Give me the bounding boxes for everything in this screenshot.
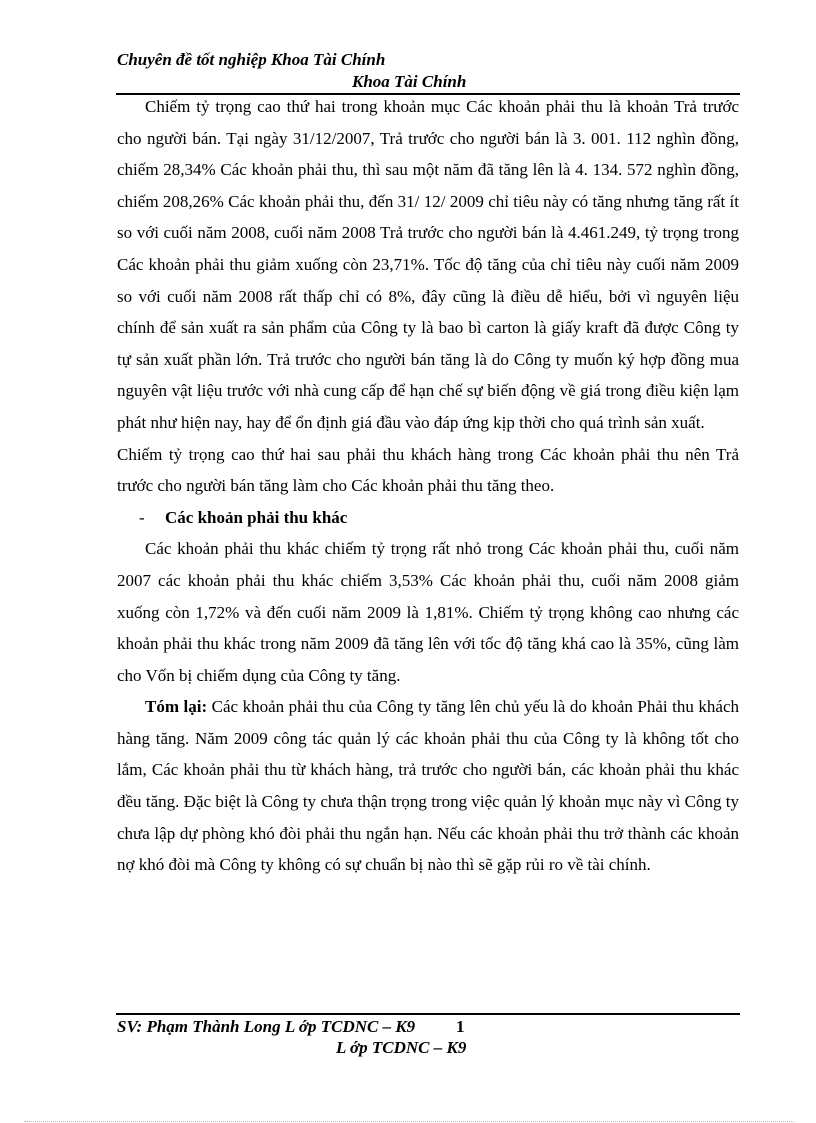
paragraph [117, 691, 739, 881]
section-heading-text: Các khoản phải thu khác [165, 507, 348, 527]
document-body [117, 91, 739, 881]
paragraph: Chiếm tỷ trọng cao thứ hai trong khoản mục Các khoản phải thu là khoản Trả trước cho người bán. Tại ngày 31/12/2007, Trả trước cho người bán là 3. 001. 112 nghìn đồng, chiếm 28,34% Các khoản phải thu, thì sau một năm đã tăng lên là 4. 134. 572 nghìn đồng, chiếm 208,26% Các khoản phải thu, đến 31/ 12/ 2009 chỉ tiêu này có tăng nhưng tăng rất ít so với cuối năm 2008, cuối năm 2008 Trả trước cho người bán là 4.461.249, tỷ trọng trong Các khoản phải thu giảm xuống còn 23,71%. Tốc độ tăng của chỉ tiêu này cuối năm 2009 so với cuối năm 2008 rất thấp chỉ có 8%, đây cũng là điều dễ hiểu, bởi vì nguyên liệu chính để sản xuất ra sản phẩm của Công ty là bao bì carton là giấy kraft đã được Công ty tự sản xuất phần lớn. Trả trước cho người bán tăng là do Công ty muốn ký hợp đồng mua nguyên vật liệu trước với nhà cung cấp để hạn chế sự biến động về giá trong điều kiện lạm phát như hiện nay, hay để ổn định giá đầu vào đáp ứng kịp thời cho quá trình sản xuất. [117, 97, 739, 432]
footer-rule [116, 1013, 740, 1015]
page-footer-line2: L ớp TCDNC – K9 [336, 1038, 467, 1057]
page-footer-line1: SV: Phạm Thành Long L ớp TCDNC – K9 [117, 1017, 416, 1036]
paragraph: Các khoản phải thu khác chiếm tỷ trọng rất nhỏ trong Các khoản phải thu, cuối năm 2007 các khoản phải thu khác chiếm 3,53% Các khoản phải thu, cuối năm 2008 giảm xuống còn 1,72% và đến cuối năm 2009 là 1,81%. Chiếm tỷ trọng không cao nhưng các khoản phải thu khác trong năm 2009 đã tăng lên với tốc độ tăng khá cao là 35%, cũng làm cho Vốn bị chiếm dụng của Công ty tăng. [117, 539, 739, 685]
section-heading [117, 502, 739, 534]
paragraph: Chiếm tỷ trọng cao thứ hai sau phải thu khách hàng trong Các khoản phải thu nên Trả trước cho người bán tăng làm cho Các khoản phải thu tăng theo. [117, 444, 739, 496]
page-boundary [24, 1121, 794, 1122]
summary-lead: Tóm lại: [145, 697, 208, 717]
bullet-dash: - [139, 507, 145, 527]
page-header-line2: Khoa Tài Chính [352, 72, 467, 91]
summary-text: Các khoản phải thu của Công ty tăng lên chủ yếu là do khoản Phải thu khách hàng tăng. Năm 2009 công tác quản lý các khoản phải thu của Công ty là không tốt cho lắm, Các khoản phải thu từ khách hàng, trả trước cho người bán, các khoản phải thu khác đều tăng. Đặc biệt là Công ty chưa thận trọng trong việc quản lý khoản mục này vì Công ty chưa lập dự phòng khó đòi phải thu ngắn hạn. Nếu các khoản phải thu trở thành các khoản nợ khó đòi mà Công ty không có sự chuẩn bị nào thì sẽ gặp rủi ro về tài chính. [117, 697, 739, 875]
page-header-line1: Chuyên đề tốt nghiệp Khoa Tài Chính [117, 50, 386, 69]
page-number: 1 [456, 1017, 465, 1036]
